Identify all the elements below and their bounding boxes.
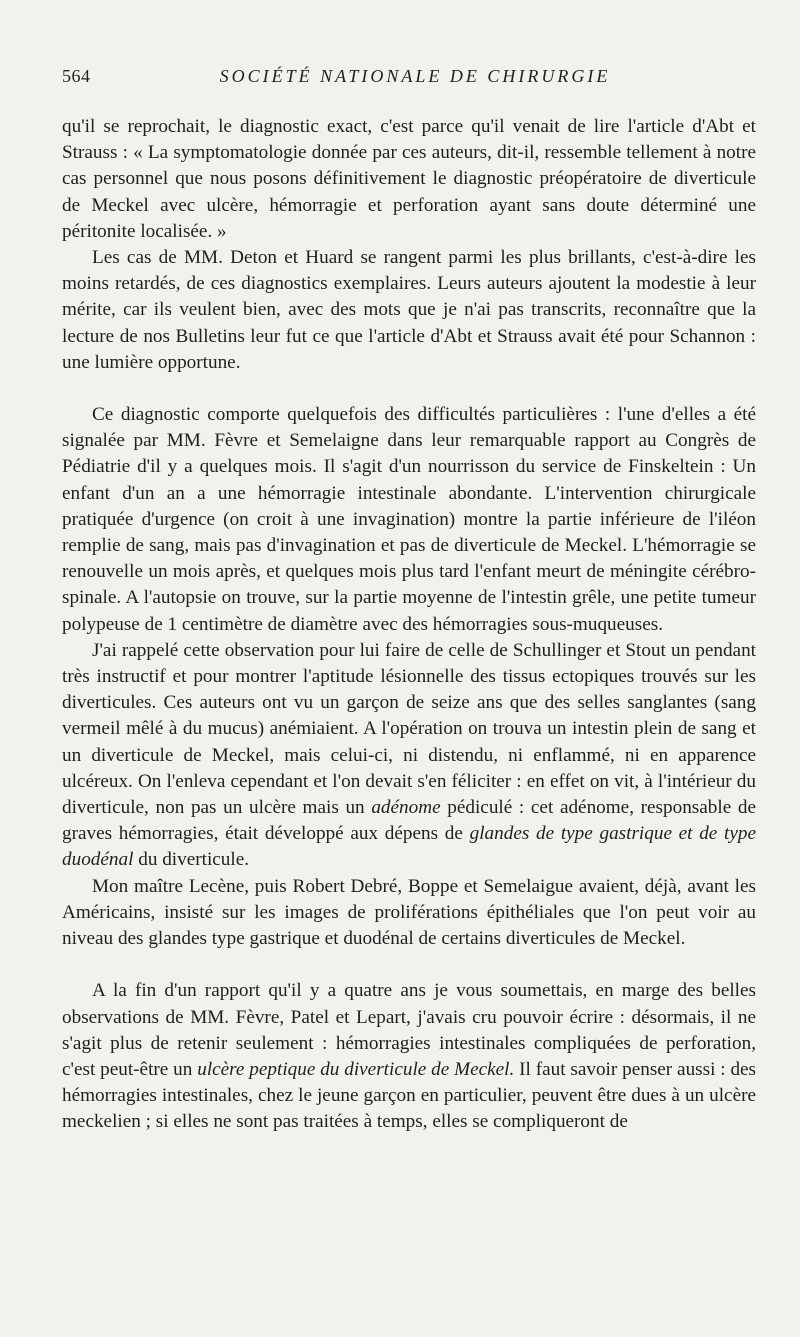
- body-text: [62, 114, 756, 1136]
- paragraph-5: [62, 874, 756, 953]
- paragraph-text: A la fin d'un rapport qu'il y a quatre ans je vous soumettais, en marge des belles observations de MM. Fèvre, Patel et Lepart, j'avais cru pouvoir écrire : désormais, il ne s'agit plus de retenir seulement : hémorragies intestinales compliquées de perforation, c'est peut-être un: [62, 980, 756, 1080]
- page-header: [62, 66, 756, 100]
- paragraph-text: du diverticule.: [138, 849, 250, 871]
- paragraph-2: [62, 245, 756, 376]
- paragraph-3: [62, 402, 756, 638]
- italic-term: glandes de type gastrique et de type duodénal: [62, 823, 756, 871]
- paragraph-6: [62, 978, 756, 1135]
- paragraph-text: Mon maître Lecène, puis Robert Debré, Boppe et Semelaigue avaient, déjà, avant les Américains, insisté sur les images de proliférations épithéliales que l'on peut voir au niveau des glandes type gastrique et duodénal de certains diverticules de Meckel.: [62, 875, 756, 950]
- paragraph-text: Ce diagnostic comporte quelquefois des difficultés particulières : l'une d'elles a été signalée par MM. Fèvre et Semelaigne dans leur remarquable rapport au Congrès de Pédiatrie d'il y a quelques mois. Il s'agit d'un nourrisson du service de Finskeltein : Un enfant d'un an a une hémorragie intestinale abondante. L'intervention chirurgicale pratiquée d'urgence (on croit à une invagination) montre la partie inférieure de l'iléon remplie de sang, mais pas d'invagination et pas de diverticule de Meckel. L'hémorragie se renouvelle un mois après, et quelques mois plus tard l'enfant meurt de méningite cérébro-spinale. A l'autopsie on trouve, sur la partie moyenne de l'intestin grêle, une petite tumeur polypeuse de 1 centimètre de diamètre avec des hémorragies sous-muqueuses.: [62, 404, 756, 635]
- page-number: 564: [62, 66, 91, 86]
- paragraph-text: qu'il se reprochait, le diagnostic exact, c'est parce qu'il venait de lire l'article d'Abt et Strauss : « La symptomatologie donnée par ces auteurs, dit-il, ressemble tellement à notre cas personnel que nous posons définitivement le diagnostic préopératoire de diverticule de Meckel avec ulcère, hémorragie et perforation ayant sans doute déterminé une péritonite localisée. »: [62, 116, 756, 242]
- italic-term: adénome: [371, 797, 441, 819]
- paragraph-text: J'ai rappelé cette observation pour lui faire de celle de Schullinger et Stout un pendant très instructif et pour montrer l'aptitude lésionnelle des tissus ectopiques trouvés sur les diverticules. Ces auteurs ont vu un garçon de seize ans que des selles sanglantes (sang vermeil mêlé à du mucus) anémiaient. A l'opération on trouva un intestin plein de sang et un diverticule de Meckel, mais celui-ci, ni distendu, ni enflammé, ni en apparence ulcéreux. On l'enleva cependant et l'on devait s'en féliciter : en effet on vit, à l'intérieur du diverticule, non pas un ulcère mais un: [62, 639, 756, 819]
- paragraph-text: Les cas de MM. Deton et Huard se rangent parmi les plus brillants, c'est-à-dire les moins retardés, de ces diagnostics exemplaires. Leurs auteurs ajoutent la modestie à leur mérite, car ils veulent bien, avec des mots que je n'ai pas transcrits, reconnaître que la lecture de nos Bulletins leur fut ce que l'article d'Abt et Strauss avait été pour Schannon : une lumière opportune.: [62, 247, 756, 373]
- paragraph-text: pédiculé : cet adénome, responsable de graves hémorragies, était développé aux dépens de: [62, 797, 757, 845]
- paragraph-4: [62, 638, 756, 874]
- running-title: SOCIÉTÉ NATIONALE DE CHIRURGIE: [219, 66, 611, 86]
- paragraph-text: Il faut savoir penser aussi : des hémorragies intestinales, chez le jeune garçon en particulier, peuvent être dues à un ulcère meckelien ; si elles ne sont pas traitées à temps, elles se compliqueront de: [62, 1058, 757, 1133]
- italic-term: ulcère peptique du diverticule de Meckel.: [197, 1058, 515, 1080]
- paragraph-1: [62, 114, 756, 245]
